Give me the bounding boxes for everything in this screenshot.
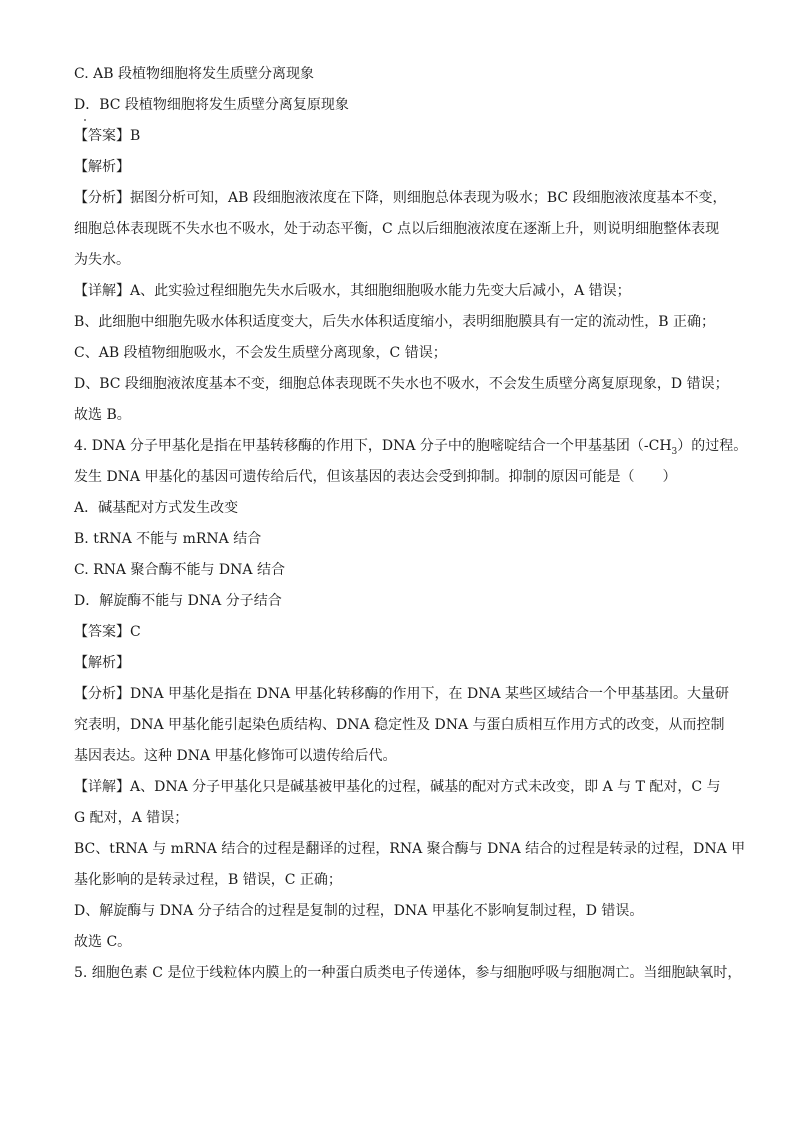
q4-analysis-heading: 【解析】 <box>74 655 130 671</box>
q4-stem-line-1 <box>74 436 748 457</box>
q3-conclusion: 故选 B。 <box>74 407 131 423</box>
q4-xiangjie-line-1: 【详解】A、DNA 分子甲基化只是碱基被甲基化的过程，碱基的配对方式未改变，即 A 与 T 配对，C 与 <box>74 779 721 795</box>
q4-stem-subscript: 3 <box>671 446 678 457</box>
q4-option-a: A．碱基配对方式发生改变 <box>74 500 239 516</box>
q4-xiangjie-line-5: D、解旋酶与 DNA 分子结合的过程是复制的过程，DNA 甲基化不影响复制过程，D 错误。 <box>74 903 644 919</box>
q4-fenxi-line-3: 基因表达。这种 DNA 甲基化修饰可以遗传给后代。 <box>74 748 397 764</box>
q4-conclusion: 故选 C。 <box>74 934 132 950</box>
q5-stem-line-1: 5. 细胞色素 C 是位于线粒体内膜上的一种蛋白质类电子传递体，参与细胞呼吸与细胞凋亡。当细胞缺氧时， <box>74 965 742 981</box>
q3-fenxi-line-3: 为失水。 <box>74 252 130 268</box>
q3-xiangjie-line-2: B、此细胞中细胞先吸水体积适度变大，后失水体积适度缩小，表明细胞膜具有一定的流动性，B 正确； <box>74 314 716 330</box>
q3-xiangjie-line-1: 【详解】A、此实验过程细胞先失水后吸水，其细胞细胞吸水能力先变大后减小，A 错误； <box>74 283 631 299</box>
q3-option-c: C. AB 段植物细胞将发生质壁分离现象 <box>74 66 314 82</box>
q3-xiangjie-line-4: D、BC 段细胞液浓度基本不变，细胞总体表现既不失水也不吸水，不会发生质壁分离复原现象，D 错误； <box>74 376 729 392</box>
q3-analysis-heading: 【解析】 <box>74 159 130 175</box>
stray-mark <box>84 119 86 121</box>
q4-xiangjie-line-2: G 配对，A 错误； <box>74 810 189 826</box>
q4-stem-line-2: 发生 DNA 甲基化的基因可遗传给后代，但该基因的表达会受到抑制。抑制的原因可能是（ ） <box>74 469 677 485</box>
q4-answer: 【答案】C <box>74 624 141 640</box>
q4-option-b: B. tRNA 不能与 mRNA 结合 <box>74 531 262 547</box>
q3-fenxi-line-1: 【分析】据图分析可知，AB 段细胞液浓度在下降，则细胞总体表现为吸水；BC 段细胞液浓度基本不变， <box>74 190 727 206</box>
q4-stem-pre: 4. DNA 分子甲基化是指在甲基转移酶的作用下，DNA 分子中的胞嘧啶结合一个甲基基团（-CH <box>74 438 672 454</box>
q4-option-d: D．解旋酶不能与 DNA 分子结合 <box>74 593 282 609</box>
q4-xiangjie-line-4: 基化影响的是转录过程，B 错误，C 正确； <box>74 872 342 888</box>
q4-option-c: C. RNA 聚合酶不能与 DNA 结合 <box>74 562 285 578</box>
q3-answer: 【答案】B <box>74 128 141 144</box>
q4-fenxi-line-2: 究表明，DNA 甲基化能引起染色质结构、DNA 稳定性及 DNA 与蛋白质相互作用方式的改变，从而控制 <box>74 717 725 733</box>
q3-option-d: D．BC 段植物细胞将发生质壁分离复原现象 <box>74 97 349 113</box>
q4-stem-post: ）的过程。 <box>677 438 748 454</box>
q3-xiangjie-line-3: C、AB 段植物细胞吸水，不会发生质壁分离现象，C 错误； <box>74 345 447 361</box>
document-page <box>74 64 748 994</box>
q4-xiangjie-line-3: BC、tRNA 与 mRNA 结合的过程是翻译的过程，RNA 聚合酶与 DNA 结合的过程是转录的过程，DNA 甲 <box>74 841 746 857</box>
q4-fenxi-line-1: 【分析】DNA 甲基化是指在 DNA 甲基化转移酶的作用下，在 DNA 某些区域结合一个甲基基团。大量研 <box>74 686 730 702</box>
q3-fenxi-line-2: 细胞总体表现既不失水也不吸水，处于动态平衡，C 点以后细胞液浓度在逐渐上升，则说明细胞整体表现 <box>74 221 720 237</box>
